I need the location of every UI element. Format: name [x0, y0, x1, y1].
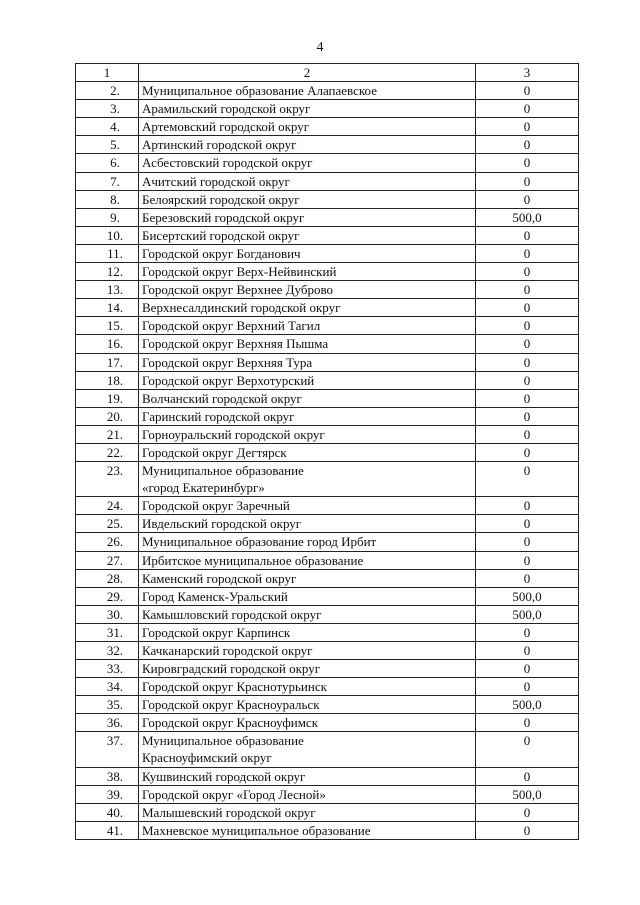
table-row	[76, 732, 579, 767]
table-row	[76, 136, 579, 154]
allocation-value: 0	[476, 299, 579, 317]
municipality-name	[139, 172, 476, 190]
allocation-value: 0	[476, 82, 579, 100]
municipality-name-line: Городской округ Богданович	[142, 245, 301, 261]
allocation-value: 500,0	[476, 696, 579, 714]
allocation-value: 0	[476, 263, 579, 281]
row-number: 37.	[76, 732, 139, 767]
municipality-name	[139, 533, 476, 551]
municipality-name	[139, 335, 476, 353]
allocation-value: 500,0	[476, 208, 579, 226]
municipality-name	[139, 696, 476, 714]
row-number: 39.	[76, 785, 139, 803]
row-number: 21.	[76, 425, 139, 443]
table-row	[76, 190, 579, 208]
municipality-name-line: Бисертский городской округ	[142, 227, 300, 243]
row-number: 32.	[76, 642, 139, 660]
table-row	[76, 678, 579, 696]
table-row	[76, 172, 579, 190]
municipality-name-line: Городской округ Красноуфимск	[142, 715, 319, 731]
allocation-value: 0	[476, 569, 579, 587]
allocation-value: 0	[476, 443, 579, 461]
row-number: 12.	[76, 263, 139, 281]
municipality-name	[139, 678, 476, 696]
table-row	[76, 462, 579, 497]
municipality-name	[139, 317, 476, 335]
allocation-value: 0	[476, 118, 579, 136]
row-number: 34.	[76, 678, 139, 696]
allocation-value: 0	[476, 551, 579, 569]
table-row	[76, 696, 579, 714]
municipality-name	[139, 208, 476, 226]
page-number: 4	[316, 40, 324, 55]
allocation-value: 0	[476, 172, 579, 190]
municipality-name-line: Городской округ Верхний Тагил	[142, 318, 321, 334]
allocation-value: 0	[476, 660, 579, 678]
table-row	[76, 425, 579, 443]
municipality-name-line: Городской округ Верх-Нейвинский	[142, 264, 337, 280]
municipality-name	[139, 660, 476, 678]
allocation-value: 0	[476, 425, 579, 443]
row-number: 38.	[76, 767, 139, 785]
row-number: 31.	[76, 623, 139, 641]
row-number: 33.	[76, 660, 139, 678]
municipality-name-line: Муниципальное образование город Ирбит	[142, 534, 377, 550]
allocation-value: 0	[476, 515, 579, 533]
municipality-name-line: Волчанский городской округ	[142, 390, 302, 406]
table-header-row	[76, 64, 579, 82]
row-number: 20.	[76, 407, 139, 425]
row-number: 29.	[76, 587, 139, 605]
municipality-name-line: Городской округ Дегтярск	[142, 444, 287, 460]
municipality-name	[139, 785, 476, 803]
row-number: 30.	[76, 605, 139, 623]
table-body	[76, 64, 579, 840]
municipality-name	[139, 551, 476, 569]
row-number: 18.	[76, 371, 139, 389]
municipality-name-line: Красноуфимский округ	[142, 750, 272, 766]
allocation-value: 0	[476, 317, 579, 335]
municipality-name-line: Асбестовский городской округ	[142, 155, 313, 171]
municipality-name	[139, 136, 476, 154]
allocation-value: 0	[476, 623, 579, 641]
table-row	[76, 497, 579, 515]
allocation-value: 0	[476, 244, 579, 262]
municipality-name-line: Городской округ Верхняя Тура	[142, 354, 313, 370]
allocation-value: 0	[476, 100, 579, 118]
municipality-name	[139, 82, 476, 100]
table-row	[76, 82, 579, 100]
allocation-value: 500,0	[476, 785, 579, 803]
municipality-name-line: Арамильский городской округ	[142, 101, 311, 117]
row-number: 36.	[76, 714, 139, 732]
municipality-name-line: Муниципальное образование	[142, 463, 304, 479]
table-row	[76, 714, 579, 732]
allocation-value: 0	[476, 714, 579, 732]
municipality-name	[139, 371, 476, 389]
municipality-name-line: Городской округ Красноуральск	[142, 697, 320, 713]
row-number: 25.	[76, 515, 139, 533]
row-number: 11.	[76, 244, 139, 262]
row-number: 27.	[76, 551, 139, 569]
municipality-name-line: Каменский городской округ	[142, 570, 297, 586]
municipality-name	[139, 732, 476, 767]
municipality-name-line: Качканарский городской округ	[142, 643, 313, 658]
row-number: 8.	[76, 190, 139, 208]
table-row	[76, 263, 579, 281]
allocation-value: 500,0	[476, 587, 579, 605]
municipality-name	[139, 281, 476, 299]
municipality-name-line: Артинский городской округ	[142, 137, 297, 153]
row-number: 10.	[76, 226, 139, 244]
header-cell-value: 3	[476, 64, 579, 82]
municipality-name-line: Гаринский городской округ	[142, 408, 295, 424]
table-row	[76, 353, 579, 371]
row-number: 23.	[76, 462, 139, 497]
row-number: 19.	[76, 389, 139, 407]
table-row	[76, 821, 579, 839]
row-number: 3.	[76, 100, 139, 118]
table-row	[76, 569, 579, 587]
row-number: 26.	[76, 533, 139, 551]
municipality-name-line: Городской округ Верхотурский	[142, 372, 315, 388]
municipality-name-line: Камышловский городской округ	[142, 606, 322, 622]
municipality-name	[139, 767, 476, 785]
table-row	[76, 407, 579, 425]
municipality-name-line: Махневское муниципальное образование	[142, 822, 371, 838]
row-number: 14.	[76, 299, 139, 317]
municipality-name-line: Артемовский городской округ	[142, 119, 310, 135]
table-row	[76, 299, 579, 317]
table-row	[76, 389, 579, 407]
municipality-name-line: «город Екатеринбург»	[142, 480, 265, 496]
municipality-name-line: Белоярский городской округ	[142, 191, 300, 207]
table-row	[76, 317, 579, 335]
table-row	[76, 515, 579, 533]
row-number: 16.	[76, 335, 139, 353]
table-row	[76, 208, 579, 226]
municipality-name-line: Городской округ Заречный	[142, 498, 290, 514]
allocation-value: 0	[476, 226, 579, 244]
municipality-name	[139, 497, 476, 515]
table-row	[76, 551, 579, 569]
municipality-name-line: Муниципальное образование	[142, 733, 304, 749]
allocation-value: 0	[476, 642, 579, 660]
allocation-value: 0	[476, 497, 579, 515]
municipality-name	[139, 226, 476, 244]
municipality-name	[139, 443, 476, 461]
allocation-value: 0	[476, 335, 579, 353]
municipality-name-line: Ивдельский городской округ	[142, 516, 302, 532]
row-number: 2.	[76, 82, 139, 100]
municipality-name-line: Муниципальное образование Алапаевское	[142, 83, 377, 99]
table-row	[76, 605, 579, 623]
municipality-name-line: Городской округ Верхнее Дуброво	[142, 282, 334, 298]
municipality-name-line: Городской округ Карпинск	[142, 624, 291, 640]
municipality-name-line: Кировградский городской округ	[142, 661, 321, 677]
municipality-name	[139, 587, 476, 605]
row-number: 28.	[76, 569, 139, 587]
table-row	[76, 785, 579, 803]
row-number: 9.	[76, 208, 139, 226]
header-cell-name: 2	[139, 64, 476, 82]
allocation-value: 0	[476, 389, 579, 407]
row-number: 15.	[76, 317, 139, 335]
table-row	[76, 335, 579, 353]
table-row	[76, 587, 579, 605]
row-number: 13.	[76, 281, 139, 299]
allocation-value: 0	[476, 821, 579, 839]
municipality-name	[139, 118, 476, 136]
allocation-value: 0	[476, 154, 579, 172]
municipality-name	[139, 605, 476, 623]
municipality-name	[139, 803, 476, 821]
table-row	[76, 623, 579, 641]
allocation-value: 0	[476, 281, 579, 299]
table-row	[76, 244, 579, 262]
municipality-name-line: Городской округ «Город Лесной»	[142, 786, 326, 802]
allocation-table	[75, 63, 579, 840]
table-row	[76, 154, 579, 172]
row-number: 24.	[76, 497, 139, 515]
municipality-name-line: Малышевский городской округ	[142, 804, 316, 820]
allocation-value: 0	[476, 371, 579, 389]
table-row	[76, 226, 579, 244]
municipality-name-line: Город Каменск-Уральский	[142, 588, 288, 604]
municipality-name	[139, 154, 476, 172]
municipality-name-line: Ирбитское муниципальное образование	[142, 552, 364, 568]
municipality-name-line: Березовский городской округ	[142, 209, 305, 225]
header-cell-number: 1	[76, 64, 139, 82]
row-number: 7.	[76, 172, 139, 190]
table-row	[76, 660, 579, 678]
row-number: 40.	[76, 803, 139, 821]
municipality-name	[139, 263, 476, 281]
municipality-name	[139, 244, 476, 262]
municipality-name	[139, 515, 476, 533]
row-number: 5.	[76, 136, 139, 154]
municipality-name-line: Ачитский городской округ	[142, 173, 290, 189]
municipality-name	[139, 714, 476, 732]
allocation-value: 0	[476, 732, 579, 767]
allocation-value: 0	[476, 678, 579, 696]
table-row	[76, 642, 579, 660]
municipality-name	[139, 642, 476, 660]
table-row	[76, 803, 579, 821]
municipality-name	[139, 425, 476, 443]
municipality-name	[139, 190, 476, 208]
municipality-name	[139, 407, 476, 425]
allocation-value: 0	[476, 407, 579, 425]
row-number: 35.	[76, 696, 139, 714]
municipality-name	[139, 389, 476, 407]
table-row	[76, 118, 579, 136]
row-number: 6.	[76, 154, 139, 172]
allocation-value: 0	[476, 803, 579, 821]
table-row	[76, 371, 579, 389]
allocation-value: 0	[476, 462, 579, 497]
table-row	[76, 767, 579, 785]
municipality-name	[139, 462, 476, 497]
municipality-name-line: Горноуральский городской округ	[142, 426, 325, 442]
municipality-name	[139, 100, 476, 118]
row-number: 41.	[76, 821, 139, 839]
municipality-name	[139, 299, 476, 317]
allocation-value: 0	[476, 353, 579, 371]
municipality-name-line: Городской округ Верхняя Пышма	[142, 336, 329, 352]
municipality-name	[139, 821, 476, 839]
row-number: 17.	[76, 353, 139, 371]
allocation-value: 500,0	[476, 605, 579, 623]
municipality-name-line: Кушвинский городской округ	[142, 768, 306, 784]
municipality-name	[139, 353, 476, 371]
municipality-name	[139, 623, 476, 641]
allocation-value: 0	[476, 190, 579, 208]
table-row	[76, 100, 579, 118]
allocation-value: 0	[476, 767, 579, 785]
allocation-value: 0	[476, 533, 579, 551]
municipality-name	[139, 569, 476, 587]
table-row	[76, 281, 579, 299]
table-row	[76, 533, 579, 551]
municipality-name-line: Верхнесалдинский городской округ	[142, 300, 341, 316]
municipality-name-line: Городской округ Краснотурьинск	[142, 679, 327, 695]
table-row	[76, 443, 579, 461]
allocation-value: 0	[476, 136, 579, 154]
row-number: 4.	[76, 118, 139, 136]
row-number: 22.	[76, 443, 139, 461]
